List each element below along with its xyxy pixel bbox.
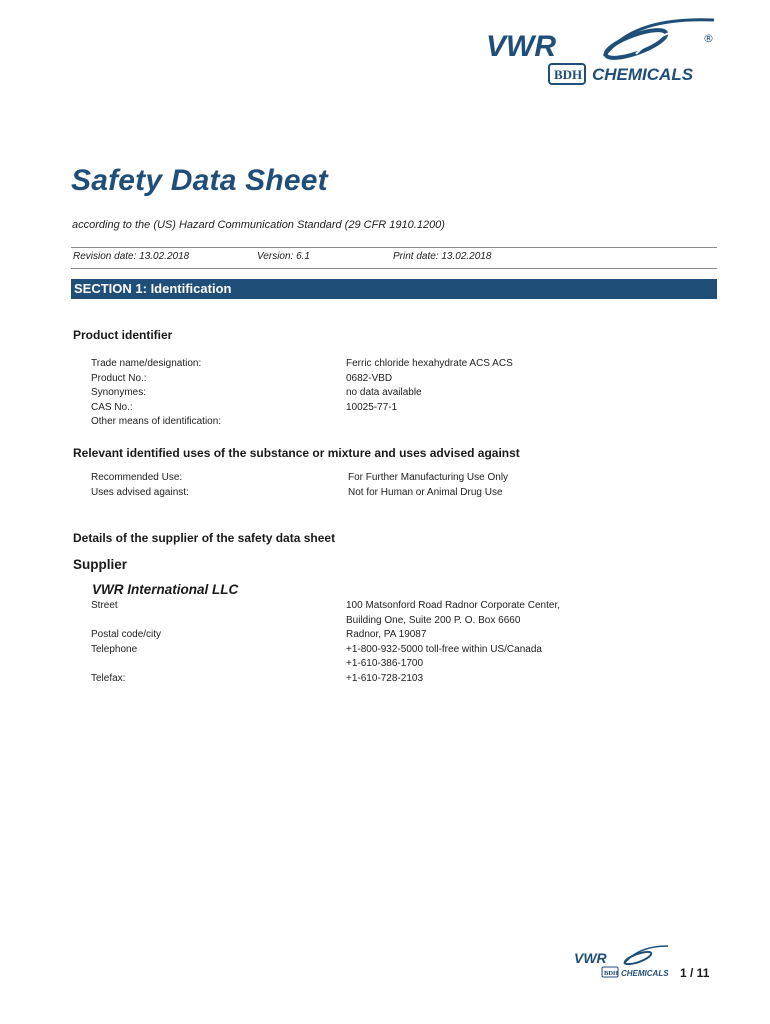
label-telefax: Telefax: bbox=[91, 672, 126, 684]
footer-logo-division-text: CHEMICALS bbox=[621, 969, 669, 978]
value-street-line1: 100 Matsonford Road Radnor Corporate Center, bbox=[346, 600, 561, 611]
supplier-details-heading: Details of the supplier of the safety data sheet bbox=[73, 531, 336, 545]
revision-date: Revision date: 13.02.2018 bbox=[73, 251, 190, 262]
label-postal-code: Postal code/city bbox=[91, 629, 162, 641]
label-telephone: Telephone bbox=[91, 643, 138, 655]
value-cas-no: 10025-77-1 bbox=[346, 401, 398, 413]
value-synonymes: no data available bbox=[346, 387, 422, 399]
value-telefax: +1-610-728-2103 bbox=[346, 672, 424, 684]
footer-logo-brand-text: VWR bbox=[574, 950, 607, 966]
value-recommended-use: For Further Manufacturing Use Only bbox=[348, 472, 509, 483]
label-street: Street bbox=[91, 600, 118, 611]
uses-heading: Relevant identified uses of the substance or mixture and uses advised against bbox=[73, 446, 520, 460]
value-product-no: 0682-VBD bbox=[346, 372, 393, 384]
supplier-labels bbox=[91, 599, 161, 687]
value-telephone-line1: +1-800-932-5000 toll-free within US/Canada bbox=[346, 643, 542, 655]
uses-labels bbox=[91, 471, 189, 500]
value-uses-advised-against: Not for Human or Animal Drug Use bbox=[348, 486, 503, 498]
value-street-line2: Building One, Suite 200 P. O. Box 6660 bbox=[346, 614, 521, 626]
value-trade-name: Ferric chloride hexahydrate ACS ACS bbox=[346, 358, 513, 369]
vwr-swoosh-icon bbox=[603, 20, 714, 64]
vwr-footer-logo bbox=[572, 945, 670, 979]
document-title: Safety Data Sheet bbox=[71, 164, 328, 197]
label-product-no: Product No.: bbox=[91, 372, 147, 384]
label-cas-no: CAS No.: bbox=[91, 401, 133, 413]
logo-badge-text: BDH bbox=[554, 67, 583, 82]
product-identifier-labels bbox=[91, 357, 221, 430]
version: Version: 6.1 bbox=[257, 251, 310, 262]
footer-logo-badge-text: BDH bbox=[604, 970, 619, 977]
supplier-values bbox=[346, 599, 560, 687]
print-date: Print date: 13.02.2018 bbox=[393, 251, 492, 262]
label-recommended-use: Recommended Use: bbox=[91, 472, 183, 483]
logo-brand-text: VWR bbox=[486, 30, 556, 63]
supplier-heading: Supplier bbox=[73, 557, 128, 572]
footer-vwr-swoosh-icon bbox=[623, 946, 668, 967]
vwr-logo bbox=[486, 18, 716, 90]
product-identifier-values bbox=[346, 357, 513, 415]
label-synonymes: Synonymes: bbox=[91, 387, 147, 399]
registered-mark: ® bbox=[703, 32, 714, 45]
section-1-heading: SECTION 1: Identification bbox=[71, 279, 717, 299]
document-subtitle: according to the (US) Hazard Communication Standard (29 CFR 1910.1200) bbox=[72, 219, 445, 231]
logo-division-text: CHEMICALS bbox=[592, 65, 694, 84]
page-number: 1 / 11 bbox=[680, 966, 710, 980]
supplier-company-name: VWR International LLC bbox=[92, 582, 239, 597]
label-other-means: Other means of identification: bbox=[91, 416, 222, 428]
product-identifier-heading: Product identifier bbox=[73, 328, 173, 342]
revision-info-row bbox=[71, 247, 717, 269]
value-telephone-line2: +1-610-386-1700 bbox=[346, 658, 424, 670]
value-postal-code: Radnor, PA 19087 bbox=[346, 629, 427, 641]
label-trade-name: Trade name/designation: bbox=[91, 358, 202, 369]
label-uses-advised-against: Uses advised against: bbox=[91, 486, 189, 498]
uses-values bbox=[348, 471, 508, 500]
